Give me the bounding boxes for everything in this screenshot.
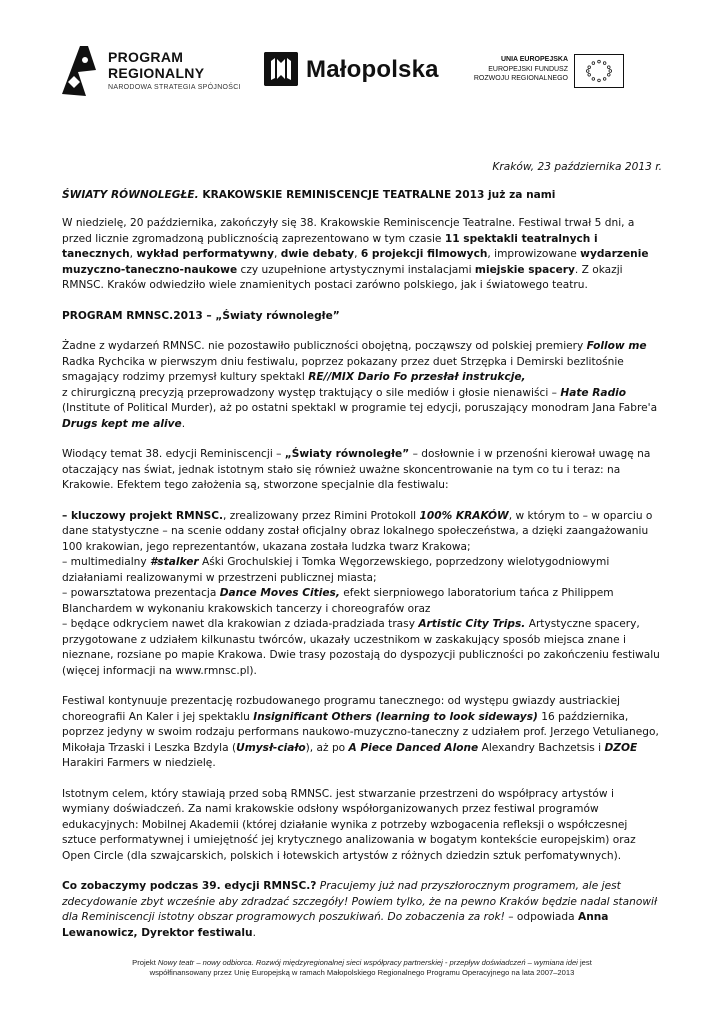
- text: Żadne z wydarzeń RMNSC. nie pozostawiło publiczności obojętną, począwszy od polskiej premiery: [62, 340, 587, 352]
- text-bold-italic: Dance Moves Cities,: [219, 587, 340, 599]
- text: .: [181, 417, 186, 430]
- text: , zrealizowany przez Rimini Protokoll: [223, 509, 420, 522]
- text: Festiwal kontynuuje prezentację rozbudowanego programu tanecznego: od występu gwiazdy austriackiej choreografii An Kaler i jej spektaklu: [62, 695, 620, 723]
- text-bold-italic: Drugs kept me alive: [62, 417, 182, 430]
- text: – odpowiada: [504, 911, 579, 923]
- paragraph-program: [62, 339, 662, 432]
- text: W niedzielę, 20 października, zakończyły się 38. Krakowskie Reminiscencje Teatralne. Festiwal trwał 5 dni, a przed licznie zgromadzoną publicznością zaprezentowano w tym czasie: [62, 217, 635, 245]
- paragraph-next-edition: [62, 879, 662, 941]
- program-logo-line2: REGIONALNY: [108, 65, 205, 81]
- paragraph-projects: [62, 509, 662, 680]
- malopolska-logo: [264, 50, 454, 90]
- text-italic: Nowy teatr – nowy odbiorca. Rozwój międzyregionalnej sieci współpracy partnerskiej - przepływ doświadczeń – wymiana idei: [157, 958, 578, 967]
- text-bold: dwie debaty: [280, 248, 355, 260]
- text: z chirurgiczną precyzją przeprowadzony występ traktujący o sile mediów i głosie nienawiści –: [62, 386, 561, 399]
- text: efekt sierpniowego laboratorium tańca z Philippem Blanchardem w wykonaniu krakowskich tancerzy i choreografów oraz: [62, 587, 614, 615]
- text: Projekt: [132, 958, 158, 967]
- text: . Z okazji RMNSC. Kraków odwiedziło wiele znamienitych postaci zarówno polskiego, jak i światowego teatru.: [62, 263, 623, 291]
- text-bold: 11 spektakli teatralnych i tanecznych: [62, 232, 598, 260]
- text-bold-italic: DZOE: [604, 741, 638, 754]
- text-italic: Pracujemy już nad przyszłorocznym programem, ale jest zdecydowanie zbyt wcześnie aby zdradzać szczegóły! Powiem tylko, że na pewno Kraków będzie nadal stanowił dla Reminiscencji istotny obszar programowych poszukiwań. Do zobaczenia za rok!: [62, 880, 658, 923]
- text: – multimedialny: [62, 556, 151, 568]
- paragraph-intro: [62, 216, 662, 294]
- text: czy uzupełnione artystycznymi instalacjami: [237, 263, 475, 276]
- text: (Institute of Political Murder), aż po ostatni spektakl w programie tej edycji, poruszający monodram Jana Fabre'a: [62, 402, 658, 414]
- text-bold: – kluczowy projekt RMNSC.: [62, 509, 224, 522]
- text: , w którym to – w oparciu o dane statystyczne – na scenie oddany został oficjalny obraz lokalnego społeczeństwa, a dzięki zaangażowaniu 100 krakowian, jego reprezentantów, ukazana została ludzka twarz Krakowa;: [62, 509, 653, 553]
- text-bold: wydarzenie muzyczno-taneczno-naukowe: [62, 248, 649, 276]
- program-logo-line1: PROGRAM: [108, 49, 184, 65]
- malopolska-crest-icon: [264, 52, 298, 86]
- eu-flag-icon: [574, 54, 624, 88]
- text-bold-italic: Umysł-ciało: [236, 741, 306, 754]
- section-title: PROGRAM RMNSC.2013 – „Światy równoległe”: [62, 309, 340, 322]
- text-bold: Anna Lewanowicz, Dyrektor festiwalu: [62, 911, 609, 939]
- text-bold: Co zobaczymy podczas 39. edycji RMNSC.?: [62, 880, 317, 892]
- text-bold: 6 projekcji filmowych: [360, 248, 488, 260]
- headline-italic: ŚWIATY RÓWNOLEGŁE.: [62, 188, 199, 201]
- text: – będące odkryciem nawet dla krakowian z dziada-pradziada trasy: [62, 618, 419, 630]
- header-logos: [0, 40, 724, 110]
- text: Artystyczne spacery, przygotowane z udziałem kilkunastu twórców, ukazały uczestnikom w zaskakujący sposób miejsca znane i nieznane, rozsiane po mapie Krakowa. Dwie trasy pozostają do dyspozycji publiczności po zakończeniu festiwalu (więcej informacji na www.rmnsc.pl).: [62, 618, 660, 677]
- malopolska-wordmark: Małopolska: [306, 56, 439, 83]
- text: .: [252, 926, 256, 939]
- text: ), aż po: [305, 741, 349, 754]
- text: jest: [577, 958, 592, 967]
- text-bold: „Światy równoległe”: [284, 448, 410, 460]
- headline-rest: KRAKOWSKIE REMINISCENCJE TEATRALNE 2013 już za nami: [198, 188, 556, 201]
- eu-logo-line1: UNIA EUROPEJSKA: [500, 56, 568, 63]
- text: – dosłownie i w przenośni kierował uwagę na otaczający nas świat, jednak istotnym stało się również uważne skoncentrowanie na tym co tu i teraz: na Krakowie. Efektem tego założenia są, stworzone specjalnie dla festiwalu:: [62, 448, 651, 491]
- text: 16 października, poprzez jedyny w swoim rodzaju performans naukowo-muzyczno-taneczny z udziałem prof. Jerzego Vetulianego, Mikołaja Trzaski i Leszka Bzdyla (: [62, 710, 659, 754]
- text: , improwizowane: [487, 248, 581, 260]
- text: Alexandry Bachzetsis i: [478, 741, 605, 754]
- text: ,: [354, 248, 361, 260]
- text-bold-italic: Follow me: [586, 340, 647, 352]
- text-bold-italic: A Piece Danced Alone: [348, 741, 479, 754]
- text: Radka Rychcika w pierwszym dniu festiwalu, poprzez pokazany przez duet Strzępka i Demirski bezlitośnie smagający rodzimy przemysł kultury spektakl: [62, 355, 624, 383]
- eu-logo-line2: EUROPEJSKI FUNDUSZ: [488, 66, 568, 73]
- text: Wiodący temat 38. edycji Reminiscencji –: [62, 448, 285, 460]
- text: Harakiri Farmers w niedzielę.: [62, 757, 216, 769]
- text-bold-italic: Insignificant Others (learning to look sideways): [253, 710, 538, 723]
- text-bold-italic: Artistic City Trips.: [418, 618, 526, 630]
- document-date: Kraków, 23 października 2013 r.: [492, 161, 662, 173]
- paragraph-education: Istotnym celem, który stawiają przed sobą RMNSC. jest stwarzanie przestrzeni do współpracy artystów i wymiany doświadczeń. Za nami krakowskie odsłony współorganizowanych przez festiwal programów edukacyjnych: Mobilnej Akademii (której działanie wynika z potrzeby wzbogacenia refleksji o współczesnej sztuce performatywnej i umiejętność jej krytycznego analizowania w bogatym kontekście europejskim) oraz Open Circle (dla szwajcarskich, polskich i łotewskich artystów z różnych dziedzin sztuk perfomatywnych).: [62, 787, 636, 862]
- eu-logo-line3: ROZWOJU REGIONALNEGO: [473, 75, 568, 82]
- paragraph-dance: [62, 694, 662, 772]
- text-bold: wykład performatywny: [136, 248, 274, 260]
- text: ,: [129, 248, 137, 260]
- eu-logo: [468, 54, 628, 94]
- text: ,: [274, 248, 281, 260]
- footer-note: [60, 958, 664, 978]
- footer-line2: współfinansowany przez Unię Europejską w ramach Małopolskiego Regionalnego Programu Operacyjnego na lata 2007–2013: [149, 968, 575, 977]
- press-release: [62, 160, 662, 956]
- text-bold-italic: #stalker: [150, 556, 199, 568]
- text-bold-italic: Hate Radio: [560, 386, 627, 399]
- program-regionalny-logo: [58, 42, 248, 100]
- text: – powarsztatowa prezentacja: [62, 587, 220, 599]
- text-bold-italic: 100% KRAKÓW: [419, 509, 509, 522]
- program-logo-line3: NARODOWA STRATEGIA SPÓJNOŚCI: [108, 84, 241, 91]
- headline: [62, 188, 662, 204]
- program-regionalny-mark-icon: [58, 42, 100, 100]
- footer-line1: [60, 958, 664, 968]
- text: Aśki Grochulskiej i Tomka Węgorzewskiego, poprzedzony wielotygodniowymi działaniami realizowanymi w przestrzeni publicznej miasta;: [62, 556, 610, 584]
- text-bold-italic: RE//MIX Dario Fo przesłał instrukcje,: [308, 371, 526, 383]
- paragraph-theme: [62, 447, 662, 494]
- text-bold: miejskie spacery: [474, 263, 575, 276]
